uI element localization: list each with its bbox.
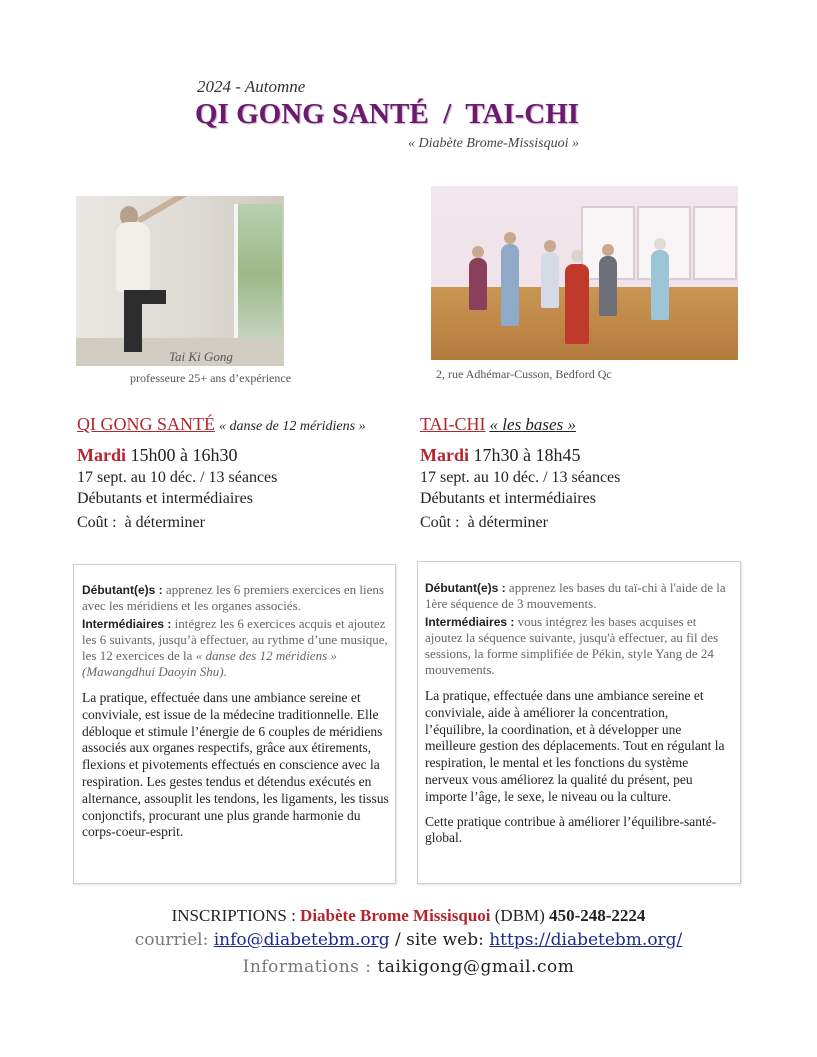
email-label: courriel: <box>134 930 209 950</box>
season-label: 2024 - Automne <box>197 77 306 96</box>
qigong-teacher-photo <box>76 196 284 366</box>
photo-participant <box>541 252 559 308</box>
left-photo-caption: Tai Ki Gong <box>169 349 233 364</box>
taichi-schedule <box>420 445 581 466</box>
photo-participant-head <box>472 246 484 258</box>
page-subtitle: « Diabète Brome-Missisquoi » <box>408 136 579 151</box>
qigong-description-box <box>73 564 396 884</box>
taichi-subtitle: « les bases » <box>489 415 576 434</box>
qigong-intermediate-ref: (Mawangdhui Daoyin Shu) <box>82 664 224 679</box>
registration-label: INSCRIPTIONS : <box>171 906 296 925</box>
taichi-intermediate-label: Intermédiaires : <box>425 615 515 629</box>
information-label: Informations : <box>242 957 372 977</box>
photo-participant <box>469 258 487 310</box>
qigong-time: 15h00 à 16h30 <box>130 445 238 465</box>
photo-figure-body <box>116 222 150 292</box>
taichi-time: 17h30 à 18h45 <box>473 445 581 465</box>
website-link[interactable]: https://diabetebm.org/ <box>489 930 683 950</box>
qigong-intermediate-quote: « danse des 12 méridiens » <box>195 648 337 663</box>
email-link[interactable]: info@diabetebm.org <box>213 930 390 950</box>
organization-name: Diabète Brome Missisquoi <box>300 906 491 925</box>
phone-number: 450-248-2224 <box>549 906 646 925</box>
contact-line <box>0 930 817 950</box>
photo-figure-arm <box>137 196 192 224</box>
taichi-intermediate-paragraph <box>425 614 731 678</box>
qigong-schedule <box>77 445 238 466</box>
taichi-body-text: La pratique, effectuée dans une ambiance sereine et conviviale, aide à améliorer la concentration, l’équilibre, la coordination, et à développer une meilleure gestion des déplacements. Tout en régulant la respiration, le mental et les fonctions du système nerveux vous améliorez la qualité du présent, peu importe l’âge, le sexe, le niveau ou la culture. <box>425 688 725 804</box>
registration-line <box>0 906 817 926</box>
photo-participant <box>501 244 519 326</box>
qigong-title: QI GONG SANTÉ <box>77 414 215 434</box>
taichi-title: TAI-CHI <box>420 414 486 434</box>
taichi-day: Mardi <box>420 445 469 465</box>
photo-participant-head <box>504 232 516 244</box>
qigong-subtitle: « danse de 12 méridiens » <box>219 419 366 434</box>
taichi-closing-text: Cette pratique contribue à améliorer l’équilibre-santé-global. <box>425 813 717 846</box>
qigong-heading <box>77 414 366 435</box>
taichi-description-box <box>417 561 741 884</box>
taichi-class-photo <box>431 186 738 360</box>
information-email: taikigong@gmail.com <box>377 957 575 977</box>
qigong-level: Débutants et intermédiaires <box>77 490 253 507</box>
taichi-intermediate-text: vous intégrez les bases acquises et ajoutez la séquence suivante, jusqu'à effectuer, au fil des sessions, la forme simplifiée de Pékin, style Yang de 24 mouvements. <box>425 614 719 677</box>
qigong-beginner-paragraph <box>82 582 390 614</box>
photo-participant <box>651 250 669 320</box>
taichi-beginner-label: Débutant(e)s : <box>425 581 506 595</box>
photo-participant-head <box>602 244 614 256</box>
website-label: / site web: <box>395 930 484 950</box>
taichi-beginner-text: apprenez les bases du taï-chi à l'aide de la 1ère séquence de 3 mouvements. <box>425 580 726 611</box>
right-photo-caption: 2, rue Adhémar-Cusson, Bedford Qc <box>436 367 612 381</box>
information-line <box>0 957 817 977</box>
photo-wall-panel <box>693 206 737 280</box>
qigong-intermediate-text: intégrez les 6 exercices acquis et ajoutez les 6 suivants, jusqu’à effectuer, au rythme d’une musique, les 12 exercices de la <box>82 616 388 663</box>
taichi-cost: Coût : à déterminer <box>420 514 548 531</box>
page-title: QI GONG SANTÉ / TAI-CHI <box>195 98 580 130</box>
qigong-intermediate-paragraph <box>82 616 390 680</box>
qigong-dates: 17 sept. au 10 déc. / 13 séances <box>77 469 278 486</box>
taichi-beginner-paragraph <box>425 580 731 612</box>
photo-participant-head <box>544 240 556 252</box>
organization-abbr: (DBM) <box>494 906 545 925</box>
photo-participant-head <box>654 238 666 250</box>
qigong-day: Mardi <box>77 445 126 465</box>
taichi-dates: 17 sept. au 10 déc. / 13 séances <box>420 469 621 486</box>
left-photo-credit: professeure 25+ ans d’expérience <box>130 371 292 385</box>
photo-figure-legs <box>124 290 142 352</box>
photo-window <box>234 204 282 344</box>
photo-participant-head <box>571 250 583 262</box>
qigong-intermediate-label: Intermédiaires : <box>82 617 172 631</box>
taichi-heading <box>420 414 576 435</box>
qigong-body-text: La pratique, effectuée dans une ambiance sereine et conviviale, est issue de la médecine traditionnelle. Elle débloque et stimule l’énergie de 6 couples de méridiens associés aux organes respectifs, grâce aux étirements, flexions et pivotements effectués en conscience avec la respiration. Les gestes tendus et détendus exécutés en alternance, assouplit les tendons, les ligaments, les tissus conjonctifs, procurant une plus grande harmonie du corps-coeur-esprit. <box>82 690 389 840</box>
qigong-beginner-label: Débutant(e)s : <box>82 583 163 597</box>
qigong-intermediate-end: . <box>223 664 227 679</box>
photo-participant <box>565 264 589 344</box>
taichi-level: Débutants et intermédiaires <box>420 490 596 507</box>
qigong-cost: Coût : à déterminer <box>77 514 205 531</box>
qigong-beginner-text: apprenez les 6 premiers exercices en liens avec les méridiens et les organes associés. <box>82 582 384 613</box>
photo-participant <box>599 256 617 316</box>
